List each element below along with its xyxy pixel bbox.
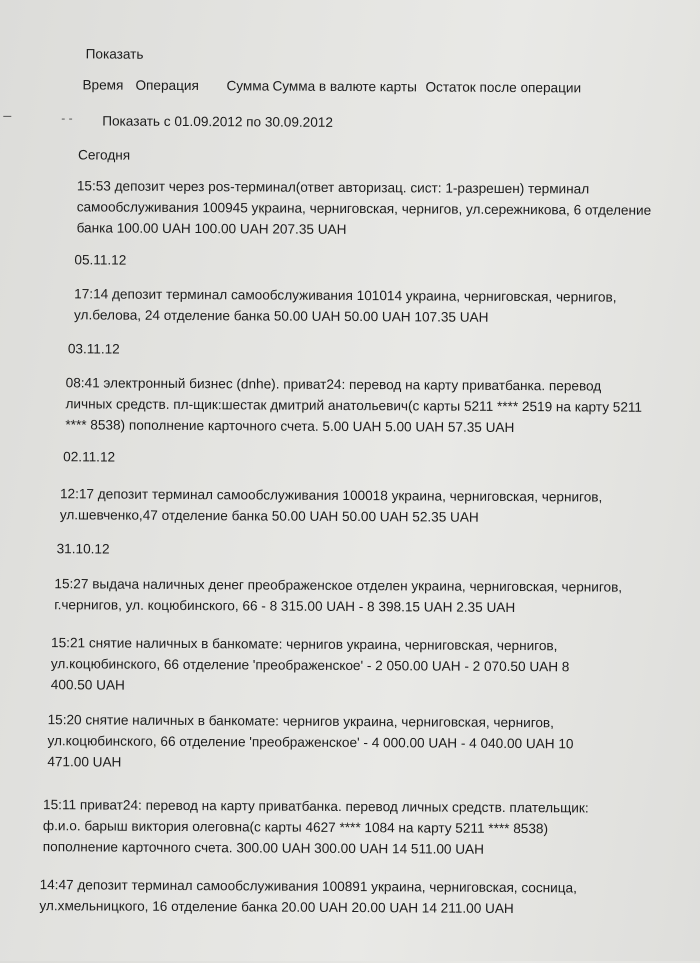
transaction-line: 14:47 депозит терминал самообслуживания 100891 украина, черниговская, сосница, [39, 877, 577, 896]
scan-mark [3, 116, 11, 117]
transaction-row [51, 634, 570, 697]
header-time[interactable]: Время [82, 77, 124, 93]
collapse-dash-icon[interactable]: - - [61, 111, 73, 126]
transaction-line: 471.00 UAH [47, 754, 122, 770]
transaction-line: ул.коцюбинского, 66 отделение 'преображенское' - 2 050.00 UAH - 2 070.50 UAH 8 [50, 656, 570, 675]
transaction-line: 15:27 выдача наличных денег преображенское отделен украина, черниговская, чернигов, [54, 576, 623, 595]
transaction-line: пополнение карточного счета. 300.00 UAH 300.00 UAH 14 511.00 UAH [42, 839, 485, 857]
transaction-line: ул.шевченко,47 отделение банка 50.00 UAH 50.00 UAH 52.35 UAH [59, 507, 479, 525]
header-operation[interactable]: Операция [135, 77, 199, 94]
header-balance[interactable]: Остаток после операции [425, 79, 582, 96]
transaction-row [47, 711, 573, 774]
header-amount[interactable]: Сумма [226, 78, 270, 94]
transaction-line: самообслуживания 100945 украина, черниговская, чернигов, ул.сережникова, 6 отделение [76, 199, 652, 218]
transaction-line: 15:20 снятие наличных в банкомате: чернигов украина, черниговская, чернигов, [47, 712, 555, 731]
date-heading: 03.11.12 [67, 341, 120, 357]
transaction-row [65, 374, 642, 438]
transaction-row [74, 285, 617, 327]
transaction-line: ул.хмельницкого, 16 отделение банка 20.00 UAH 20.00 UAH 14 211.00 UAH [39, 898, 514, 917]
transaction-row [60, 485, 603, 527]
transaction-row [54, 575, 622, 617]
transaction-line: **** 8538) пополнение карточного счета. 5.00 UAH 5.00 UAH 57.35 UAH [65, 417, 515, 436]
date-heading: 31.10.12 [56, 541, 110, 557]
transaction-line: 15:11 приват24: перевод на карту приватбанка. перевод личных средств. плательщик: [43, 797, 589, 816]
date-heading: Сегодня [78, 147, 131, 163]
date-heading: 05.11.12 [74, 252, 127, 268]
transaction-line: 17:14 депозит терминал самообслуживания 101014 украина, черниговская, чернигов, [74, 286, 617, 305]
transaction-line: г.чернигов, ул. коцюбинского, 66 - 8 315.00 UAH - 8 398.15 UAH 2.35 UAH [54, 597, 516, 616]
period-range[interactable]: Показать с 01.09.2012 по 30.09.2012 [102, 113, 333, 130]
transaction-line: ф.и.о. барыш виктория олеговна(с карты 4627 **** 1084 на карту 5211 **** 8538) [42, 818, 549, 837]
date-heading: 02.11.12 [63, 449, 116, 465]
transaction-row [39, 876, 577, 918]
transaction-line: ул.коцюбинского, 66 отделение 'преображенское' - 4 000.00 UAH - 4 040.00 UAH 10 [47, 733, 574, 752]
transaction-line: 400.50 UAH [50, 677, 125, 693]
transaction-line: 12:17 депозит терминал самообслуживания 100018 украина, черниговская, чернигов, [59, 486, 603, 505]
transaction-row [77, 177, 652, 241]
transaction-line: 15:53 депозит через pos-терминал(ответ авторизац. сист: 1-разрешен) терминал [76, 178, 590, 197]
transaction-line: 15:21 снятие наличных в банкомате: чернигов украина, черниговская, чернигов, [51, 635, 558, 654]
transaction-row [43, 796, 589, 859]
show-link[interactable]: Показать [85, 46, 144, 62]
transaction-line: ул.белова, 24 отделение банка 50.00 UAH 50.00 UAH 107.35 UAH [74, 307, 489, 325]
transaction-line: банка 100.00 UAH 100.00 UAH 207.35 UAH [76, 220, 347, 237]
transaction-line: личных средств. пл-щик:шестак дмитрий анатольевич(с карты 5211 **** 2519 на карту 5211 [65, 396, 643, 415]
header-card-amount[interactable]: Сумма в валюте карты [272, 78, 417, 95]
transaction-line: 08:41 электронный бизнес (dnhe). приват24: перевод на карту приватбанка. перевод [65, 375, 602, 394]
